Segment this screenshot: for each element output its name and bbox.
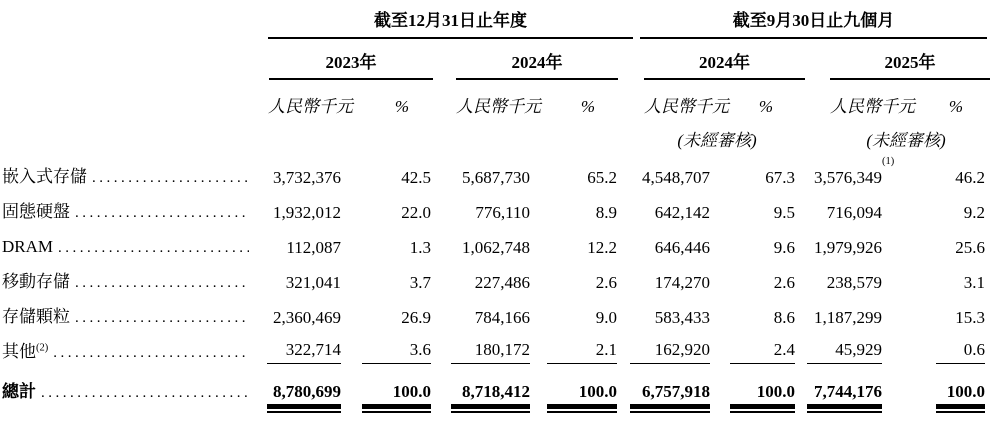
value-cell: 45,929	[795, 335, 882, 370]
period-group-nine-months	[617, 6, 985, 39]
year-2024: 2024年	[431, 39, 617, 80]
total-value-cell: 7,744,176	[795, 370, 882, 428]
period-group-annual-title: 截至12月31日止年度	[374, 11, 527, 31]
row-label-text: DRAM	[2, 237, 54, 257]
value-cell: 3.6	[341, 335, 431, 370]
value-cell: 716,094	[826, 202, 882, 222]
header-spacer	[985, 80, 1000, 118]
dot-leader	[75, 308, 249, 327]
value-cell: 642,142	[654, 202, 710, 222]
row-spacer	[985, 265, 1000, 300]
value-cell: 8.9	[595, 202, 617, 222]
value-cell: 784,166	[474, 307, 530, 327]
header-spacer	[0, 118, 255, 151]
row-label-text: 固態硬盤	[2, 202, 70, 222]
table-row-mobile-storage	[0, 265, 1000, 300]
unaudited-label-2025-9m: (未經審核)	[866, 131, 946, 151]
value-cell: 67.3	[765, 167, 795, 187]
total-label-text: 總計	[2, 382, 36, 401]
header-spacer	[985, 118, 1000, 151]
dot-leader	[58, 238, 249, 257]
value-cell: 9.5	[773, 202, 795, 222]
value-cell: 8.6	[773, 307, 795, 327]
row-label-text: 存儲顆粒	[2, 307, 70, 327]
table-row-embedded-storage	[0, 160, 1000, 195]
dot-leader	[75, 273, 249, 292]
pct-header-2025-9m: %	[948, 97, 963, 117]
value-cell: 12.2	[587, 237, 617, 257]
header-spacer	[0, 80, 255, 118]
value-cell: 0.6	[882, 335, 985, 370]
value-cell: 3.7	[409, 272, 431, 292]
pct-header-2023: %	[394, 97, 409, 117]
value-cell: 227,486	[474, 272, 530, 292]
value-cell: 65.2	[587, 167, 617, 187]
value-cell: 1.3	[409, 237, 431, 257]
value-cell: 646,446	[654, 237, 710, 257]
value-cell: 26.9	[401, 307, 431, 327]
value-cell: 776,110	[475, 202, 530, 222]
row-spacer	[985, 335, 1000, 370]
value-cell: 9.6	[773, 237, 795, 257]
value-cell: 1,062,748	[462, 237, 530, 257]
value-cell: 112,087	[286, 237, 341, 257]
total-value-cell: 100.0	[882, 370, 985, 428]
total-value-cell: 100.0	[341, 370, 431, 428]
value-cell: 2.6	[773, 272, 795, 292]
row-spacer	[985, 300, 1000, 335]
row-label	[0, 160, 255, 195]
table-row-total	[0, 370, 1000, 428]
period-group-nine-months-title: 截至9月30日止九個月	[732, 11, 895, 31]
dot-leader	[41, 383, 249, 402]
value-cell: 42.5	[401, 167, 431, 187]
value-cell: 3.1	[963, 272, 985, 292]
row-spacer	[985, 370, 1000, 428]
unaudited-label-2024-9m: (未經審核)	[677, 131, 757, 151]
row-label	[0, 230, 255, 265]
value-cell: 238,579	[826, 272, 882, 292]
unit-header-row	[0, 80, 1000, 118]
footnote-marker: (2)	[36, 342, 49, 354]
unit-header-2025-9m: 人民幣千元	[830, 97, 915, 117]
value-cell: 583,433	[654, 307, 710, 327]
value-cell: 9.0	[595, 307, 617, 327]
total-value-cell: 100.0	[530, 370, 617, 428]
total-label	[0, 370, 255, 428]
period-group-row	[0, 6, 1000, 39]
row-spacer	[985, 160, 1000, 195]
row-label	[0, 300, 255, 335]
value-cell: 4,548,707	[642, 167, 710, 187]
year-row	[0, 39, 1000, 80]
value-cell: 3,732,376	[273, 167, 341, 187]
dot-leader	[53, 343, 249, 362]
value-cell: 174,270	[654, 272, 710, 292]
unaudited-row	[0, 118, 1000, 151]
unit-header-2024: 人民幣千元	[456, 97, 541, 117]
dot-leader	[92, 168, 249, 187]
value-cell: 2.6	[595, 272, 617, 292]
row-label	[0, 265, 255, 300]
value-cell: 2,360,469	[273, 307, 341, 327]
value-cell: 1,979,926	[814, 237, 882, 257]
row-spacer	[985, 195, 1000, 230]
row-label-text: 移動存儲	[2, 272, 70, 292]
table-row-ssd	[0, 195, 1000, 230]
header-spacer	[0, 6, 255, 39]
value-cell: 25.6	[955, 237, 985, 257]
revenue-breakdown-table	[0, 6, 1000, 428]
value-cell: 1,187,299	[814, 307, 882, 327]
value-cell: 180,172	[431, 335, 530, 370]
header-spacer	[985, 39, 1000, 80]
value-cell: 2.4	[710, 335, 795, 370]
unit-header-2024-9m: 人民幣千元	[644, 97, 729, 117]
pct-header-2024-9m: %	[758, 97, 773, 117]
spacer-row	[0, 151, 1000, 160]
value-cell: 3,576,349 (1)	[814, 155, 895, 187]
dot-leader	[75, 203, 249, 222]
row-label-text: 嵌入式存儲	[2, 167, 87, 187]
header-spacer	[431, 118, 617, 151]
value-cell: 22.0	[401, 202, 431, 222]
table-row-others	[0, 335, 1000, 370]
pct-header-2024: %	[580, 97, 595, 117]
total-value-cell: 6,757,918	[617, 370, 710, 428]
value-cell: 1,932,012	[273, 202, 341, 222]
row-label-text: 其他$^{(2)}$	[2, 342, 49, 362]
value-cell: 322,714	[255, 335, 341, 370]
value-cell: 2.1	[530, 335, 617, 370]
total-value-cell: 100.0	[710, 370, 795, 428]
header-spacer	[0, 39, 255, 80]
value-cell: 321,041	[285, 272, 341, 292]
year-2024-9m: 2024年	[617, 39, 795, 80]
table-row-memory-wafers	[0, 300, 1000, 335]
value-cell: 162,920	[617, 335, 710, 370]
value-cell: 5,687,730	[462, 167, 530, 187]
header-spacer	[985, 6, 1000, 39]
unit-header-2023: 人民幣千元	[268, 97, 353, 117]
row-label	[0, 195, 255, 230]
header-spacer	[255, 118, 431, 151]
value-cell: 15.3	[955, 307, 985, 327]
year-2023: 2023年	[255, 39, 431, 80]
total-value-cell: 8,718,412	[431, 370, 530, 428]
total-value-cell: 8,780,699	[255, 370, 341, 428]
table-row-dram	[0, 230, 1000, 265]
year-2025-9m: 2025年	[795, 39, 985, 80]
row-label	[0, 335, 255, 370]
value-cell: 46.2	[955, 167, 985, 187]
value-cell: 9.2	[963, 202, 985, 222]
period-group-annual	[255, 6, 617, 39]
row-spacer	[985, 230, 1000, 265]
